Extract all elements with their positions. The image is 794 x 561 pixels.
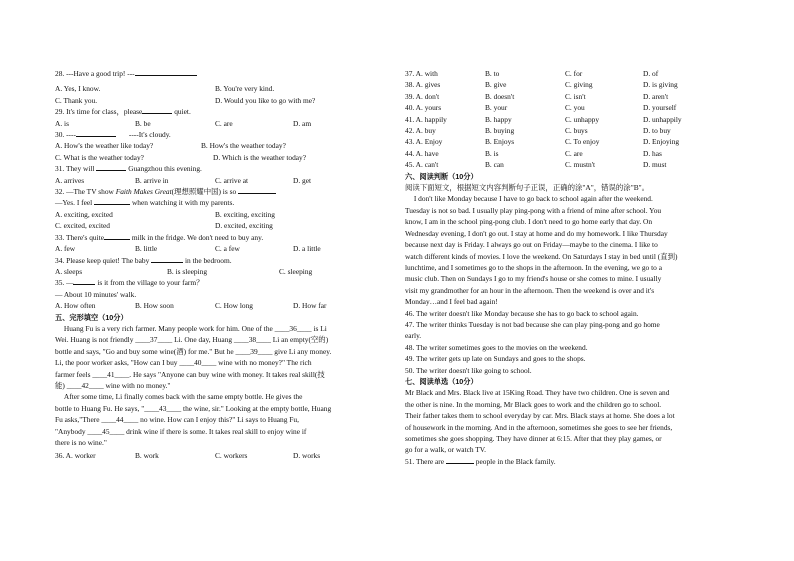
cloze-options-row xyxy=(405,125,745,136)
statement-47[interactable]: 47. The writer thinks Tuesday is not bad because she can play ping-pong and go home xyxy=(405,319,660,329)
question-32-line2: —Yes. I feel when watching it with my parents. xyxy=(55,198,235,208)
option-a[interactable]: 38. A. gives xyxy=(405,80,441,90)
q33-options xyxy=(55,243,390,254)
statement-46[interactable]: 46. The writer doesn't like Monday because she has to go back to school again. xyxy=(405,308,639,318)
q34-options xyxy=(55,266,390,277)
option-d[interactable]: D. a little xyxy=(293,244,321,254)
section-6-title: 六、阅读判断（10分） xyxy=(405,171,478,181)
q32-options-row2 xyxy=(55,220,390,231)
option-c[interactable]: C. a few xyxy=(215,244,240,254)
option-b[interactable]: B. give xyxy=(485,80,507,90)
question-35: 35. — is it from the village to your farm？ xyxy=(55,278,204,288)
answer-blank xyxy=(142,106,172,114)
option-c[interactable]: C. workers xyxy=(215,451,248,461)
answer-blank xyxy=(238,186,276,194)
option-c[interactable]: C. To enjoy xyxy=(565,137,600,147)
section-7-title: 七、阅读单选（10分） xyxy=(405,376,478,386)
statement-49[interactable]: 49. The writer gets up late on Sundays and goes to the shops. xyxy=(405,354,586,364)
option-d[interactable]: D. am xyxy=(293,118,312,128)
true-false-statements xyxy=(405,308,745,376)
option-c[interactable]: C. How long xyxy=(215,301,253,311)
option-d[interactable]: D. get xyxy=(293,175,312,185)
section-5-title: 五、完形填空（10分） xyxy=(55,312,128,322)
option-c[interactable]: C. giving xyxy=(565,80,593,90)
option-b[interactable]: B. doesn't xyxy=(485,91,515,101)
statement-47-cont: early. xyxy=(405,331,422,341)
option-d[interactable]: D. Enjoying xyxy=(643,137,680,147)
option-b[interactable]: B. You're very kind. xyxy=(215,84,275,94)
option-a[interactable]: A. arrives xyxy=(55,175,85,185)
question-31: 31. They will Guangzhou this evening. xyxy=(55,164,202,174)
option-a[interactable]: 40. A. yours xyxy=(405,103,442,113)
option-d[interactable]: D. of xyxy=(643,69,659,78)
option-b[interactable]: B. your xyxy=(485,103,508,113)
q28-options-row1 xyxy=(55,83,390,94)
option-c[interactable]: C. for xyxy=(565,69,583,78)
option-c[interactable]: C. arrive at xyxy=(215,175,249,185)
option-d[interactable]: D. unhappily xyxy=(643,114,682,124)
cloze-options-row xyxy=(405,79,745,90)
option-d[interactable]: D. excited, exciting xyxy=(215,221,273,231)
q32-options-row1 xyxy=(55,209,390,220)
answer-blank xyxy=(76,129,116,137)
option-b[interactable]: B. exciting, exciting xyxy=(215,209,275,219)
option-d[interactable]: D. must xyxy=(643,160,667,170)
option-c[interactable]: C. isn't xyxy=(565,91,586,101)
option-a[interactable]: 42. A. buy xyxy=(405,126,436,136)
question-30: 30. ---- ----It's cloudy. xyxy=(55,130,171,140)
option-b[interactable]: B. happy xyxy=(485,114,512,124)
option-d[interactable]: D. How far xyxy=(293,301,327,311)
statement-50[interactable]: 50. The writer doesn't like going to school. xyxy=(405,365,532,375)
q29-options xyxy=(55,118,390,129)
option-a[interactable]: 44. A. have xyxy=(405,148,439,158)
answer-blank xyxy=(104,232,130,240)
q31-options xyxy=(55,175,390,186)
option-a[interactable]: 36. A. worker xyxy=(55,451,96,461)
option-a[interactable]: A. is xyxy=(55,118,69,128)
question-28: 28. ---Have a good trip! --- xyxy=(55,68,390,79)
option-c[interactable]: C. mustn't xyxy=(565,160,596,170)
q30-options-row2 xyxy=(55,152,390,163)
cloze-options-row xyxy=(405,159,745,170)
q30-options-row1 xyxy=(55,140,390,151)
option-b[interactable]: B. is xyxy=(485,148,499,158)
cloze-options-row xyxy=(405,68,745,79)
reading-passage-2: Mr Black and Mrs. Black live at 15King Road. They have two children. One is seven and the other is nine. In the morning, Mr Black goes to work and the children go to school. Their father takes them to school everyday by car. Mrs. Black stays at home. She does a lot of housework in the morning. And in the afternoon, sometimes she goes to see her friends, sometimes she goes shopping. They have dinner at 6:15. After that they play games, or go for a walk, or watch TV. xyxy=(405,388,675,455)
answer-blank xyxy=(135,68,197,76)
answer-blank xyxy=(151,255,183,263)
option-c[interactable]: C. Thank you. xyxy=(55,95,98,105)
option-a[interactable]: A. few xyxy=(55,244,76,254)
option-d[interactable]: D. has xyxy=(643,148,662,158)
question-51: 51. There are people in the Black family. xyxy=(405,456,556,466)
q35-options xyxy=(55,300,390,311)
option-d[interactable]: D. Which is the weather today? xyxy=(213,152,307,162)
question-35-answer: — About 10 minutes' walk. xyxy=(55,289,137,299)
q28-options-row2 xyxy=(55,95,390,106)
option-d[interactable]: D. to buy xyxy=(643,126,671,136)
cloze-options-row xyxy=(405,102,745,113)
option-d[interactable]: D. aren't xyxy=(643,91,669,101)
cloze-passage: Huang Fu is a very rich farmer. Many people work for him. One of the ____36____ is Li Wei. Huang is not friendly ____37____ Li. One day, Huang ____38____ Li an empty(空的) bottle and says, "Go and buy some wine(酒) for me." But he ____39____ give Li any money. Li, the poor worker asks, "How can I buy ____40____ wine with no money?" The rich farmer feels ____41____. He says "Anyone can buy wine with money. It takes real skill(技 能) ____42____ wine with no money." After some time, Li finally comes back with the same empty bottle. He gives the bottle to Huang Fu. He says, "____43____ the wine, sir." Looking at the empty bottle, Huang Fu asks,"There ____44____ no wine. How can I enjoy this?" Li says to Huang Fu, "Anybody ____45____ drink wine if there is some. It takes real skill to enjoy wine if there is no wine." xyxy=(55,323,332,447)
option-b[interactable]: B. to xyxy=(485,69,500,78)
cloze-options-row xyxy=(405,91,745,102)
option-c[interactable]: C. buys xyxy=(565,126,588,136)
q36-options xyxy=(55,450,390,461)
option-a[interactable]: A. How's the weather like today? xyxy=(55,141,154,151)
answer-blank xyxy=(96,163,126,171)
option-d[interactable]: D. is giving xyxy=(643,80,678,90)
option-c[interactable]: C. are xyxy=(215,118,233,128)
option-d[interactable]: D. works xyxy=(293,451,321,461)
option-b[interactable]: B. How soon xyxy=(135,301,174,311)
answer-blank xyxy=(446,456,474,464)
question-29: 29. It's time for class，please quiet. xyxy=(55,107,191,117)
statement-48[interactable]: 48. The writer sometimes goes to the movies on the weekend. xyxy=(405,342,588,352)
option-d[interactable]: D. yourself xyxy=(643,103,677,113)
question-32: 32. —The TV show Faith Makes Great(理想照耀中国) is so xyxy=(55,186,390,197)
section-6-instruction: 阅读下面短文，根据短文内容判断句子正误，正确的涂"A"，错误的涂"B"。 xyxy=(405,183,650,193)
reading-passage-1: I don't like Monday because I have to go back to school again after the weekend. Tuesday is not so bad. I usually play ping-pong with a friend of mine after school. You know, I am in the school ping-pong club. I don't need to go home early that day. On Wednesday evening, I don't go out. I stay at home and do my homework. I like Thursday because next day is Friday. I always go out on Friday—maybe to the cinema. I like to watch different kinds of movies. I love the weekend. On Saturdays I stay in bed until (直到) lunchtime, and I sometimes go to the shops in the afternoon. In the evening, we go to a music club. Then on Sundays I go to my friend's house or she comes to mine. I usually visit my grandmother for an hour in the afternoon. Then the weekend is over and it's Monday…and I feel bad again! xyxy=(405,194,678,307)
option-a[interactable]: 45. A. can't xyxy=(405,160,439,170)
option-b[interactable]: B. can xyxy=(485,160,504,170)
option-c[interactable]: C. excited, excited xyxy=(55,221,110,231)
option-b[interactable]: B. How's the weather today? xyxy=(201,141,286,151)
option-a[interactable]: A. exciting, excited xyxy=(55,209,113,219)
cloze-options xyxy=(405,68,745,171)
answer-blank xyxy=(94,197,130,205)
option-c[interactable]: C. you xyxy=(565,103,585,113)
option-b[interactable]: B. little xyxy=(135,244,158,254)
cloze-options-row xyxy=(405,148,745,159)
answer-blank xyxy=(73,277,95,285)
option-c[interactable]: C. are xyxy=(565,148,583,158)
cloze-options-row xyxy=(405,136,745,147)
option-a[interactable]: A. How often xyxy=(55,301,96,311)
option-b[interactable]: B. buying xyxy=(485,126,515,136)
option-a[interactable]: A. Yes, I know. xyxy=(55,84,101,94)
option-b[interactable]: B. be xyxy=(135,118,151,128)
option-a[interactable]: 37. A. with xyxy=(405,69,438,78)
option-c[interactable]: C. unhappy xyxy=(565,114,600,124)
option-d[interactable]: D. Would you like to go with me? xyxy=(215,95,316,105)
option-a[interactable]: 39. A. don't xyxy=(405,91,440,101)
option-c[interactable]: C. What is the weather today? xyxy=(55,152,144,162)
question-34: 34. Please keep quiet! The baby in the bedroom. xyxy=(55,255,232,265)
option-b[interactable]: B. arrive in xyxy=(135,175,169,185)
option-b[interactable]: B. is sleeping xyxy=(167,266,208,276)
left-column xyxy=(55,68,390,462)
option-a[interactable]: A. sleeps xyxy=(55,266,83,276)
option-b[interactable]: B. Enjoys xyxy=(485,137,515,147)
right-column xyxy=(405,68,745,467)
option-b[interactable]: B. work xyxy=(135,451,159,461)
question-33: 33. There's quite milk in the fridge. We don't need to buy any. xyxy=(55,232,264,242)
option-a[interactable]: 41. A. happily xyxy=(405,114,447,124)
option-a[interactable]: 43. A. Enjoy xyxy=(405,137,443,147)
option-c[interactable]: C. sleeping xyxy=(279,266,313,276)
cloze-options-row xyxy=(405,114,745,125)
